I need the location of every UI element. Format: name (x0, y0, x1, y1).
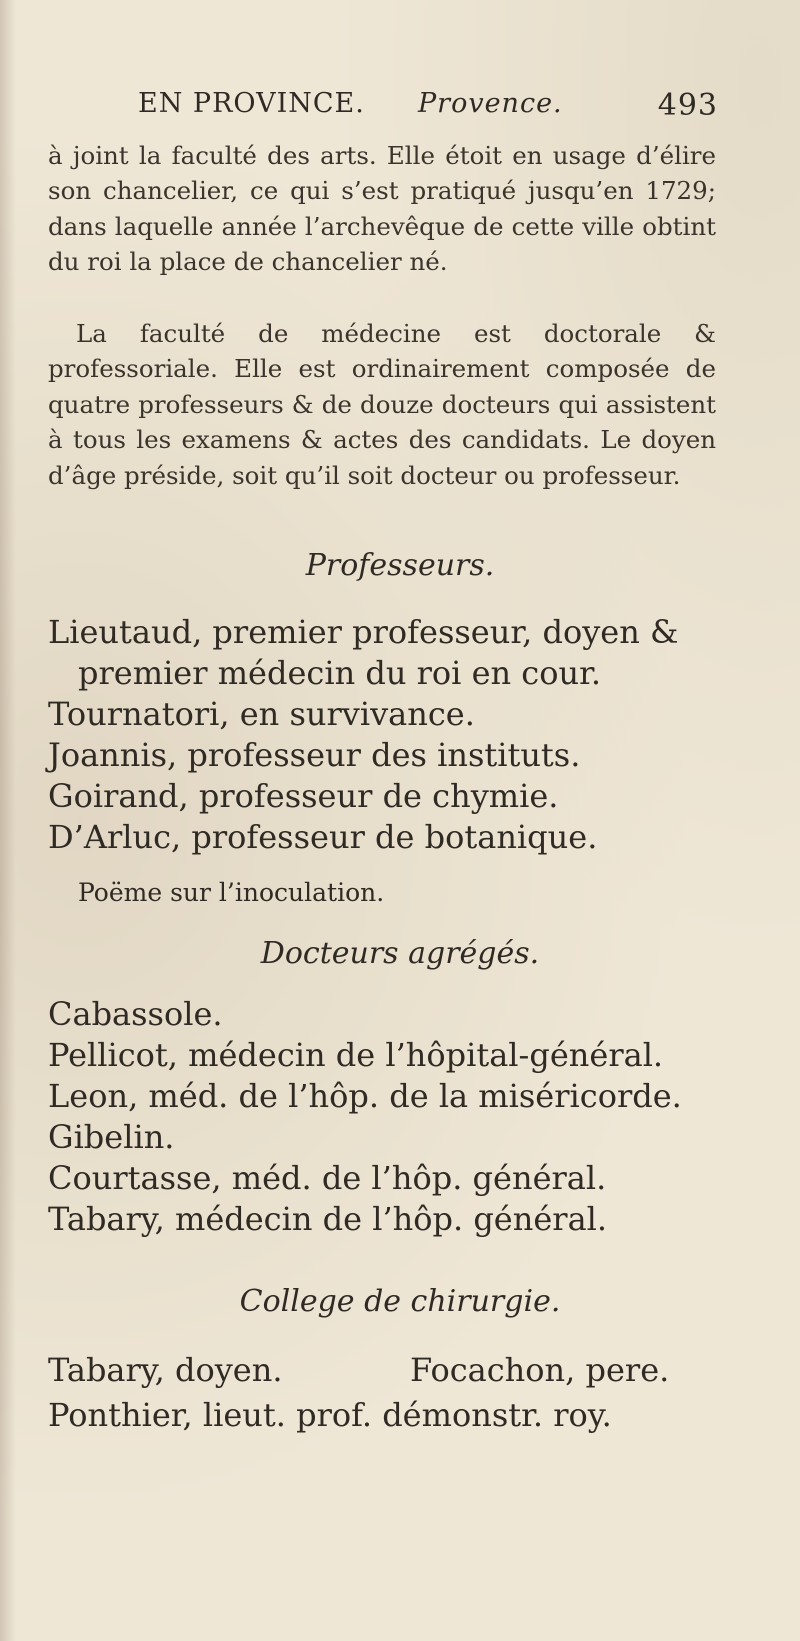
heading-professeurs: Professeurs. (305, 548, 495, 583)
heading-college: College de chirurgie. (239, 1284, 561, 1319)
heading-docteurs: Docteurs agrégés. (260, 936, 540, 971)
docteurs-list (48, 994, 728, 1240)
list-item: Focachon, pere. (410, 1351, 670, 1389)
list-item: Goirand, professeur de chymie. (48, 777, 559, 815)
list-row (48, 1348, 738, 1393)
list-item: Pellicot, médecin de l’hôpital-général. (48, 1036, 664, 1074)
list-row (48, 1393, 738, 1438)
college-list (48, 1348, 738, 1438)
list-item: Lieutaud, premier professeur, doyen & (48, 613, 679, 651)
list-item: Gibelin. (48, 1118, 175, 1156)
list-item: Tournatori, en survivance. (48, 695, 475, 733)
list-item: Ponthier, lieut. prof. démonstr. roy. (48, 1396, 612, 1434)
page-number: 493 (657, 88, 718, 123)
list-item: Joannis, professeur des instituts. (48, 736, 581, 774)
list-item: Courtasse, méd. de l’hôp. général. (48, 1159, 607, 1197)
running-header (138, 88, 718, 128)
list-item: Tabary, médecin de l’hôp. général. (48, 1200, 608, 1238)
header-title: EN PROVINCE. (138, 88, 365, 119)
list-item: premier médecin du roi en cour. (78, 654, 602, 692)
paragraph-faculte-medecine: La faculté de médecine est doctorale & professoriale. Elle est ordinairement composée de quatre professeurs & de douze docteurs qui assistent à tous les examens & actes des candidats. Le doyen d’âge préside, soit qu’il soit docteur ou professeur. (48, 319, 716, 490)
list-item: Leon, méd. de l’hôp. de la miséricorde. (48, 1077, 682, 1115)
list-item: D’Arluc, professeur de botanique. (48, 818, 598, 856)
header-region: Provence. (418, 88, 563, 119)
poeme-note: Poëme sur l’inoculation. (78, 878, 385, 907)
list-item: Cabassole. (48, 995, 223, 1033)
list-item: Tabary, doyen. (48, 1351, 283, 1389)
professeurs-list (48, 612, 728, 858)
paragraph-continuation: à joint la faculté des arts. Elle étoit en usage d’élire son chancelier, ce qui s’est pratiqué jusqu’en 1729; dans laquelle année l’archevêque de cette ville obtint du roi la place de chancelier né. (48, 141, 716, 277)
page-gutter-shadow (0, 0, 16, 1641)
